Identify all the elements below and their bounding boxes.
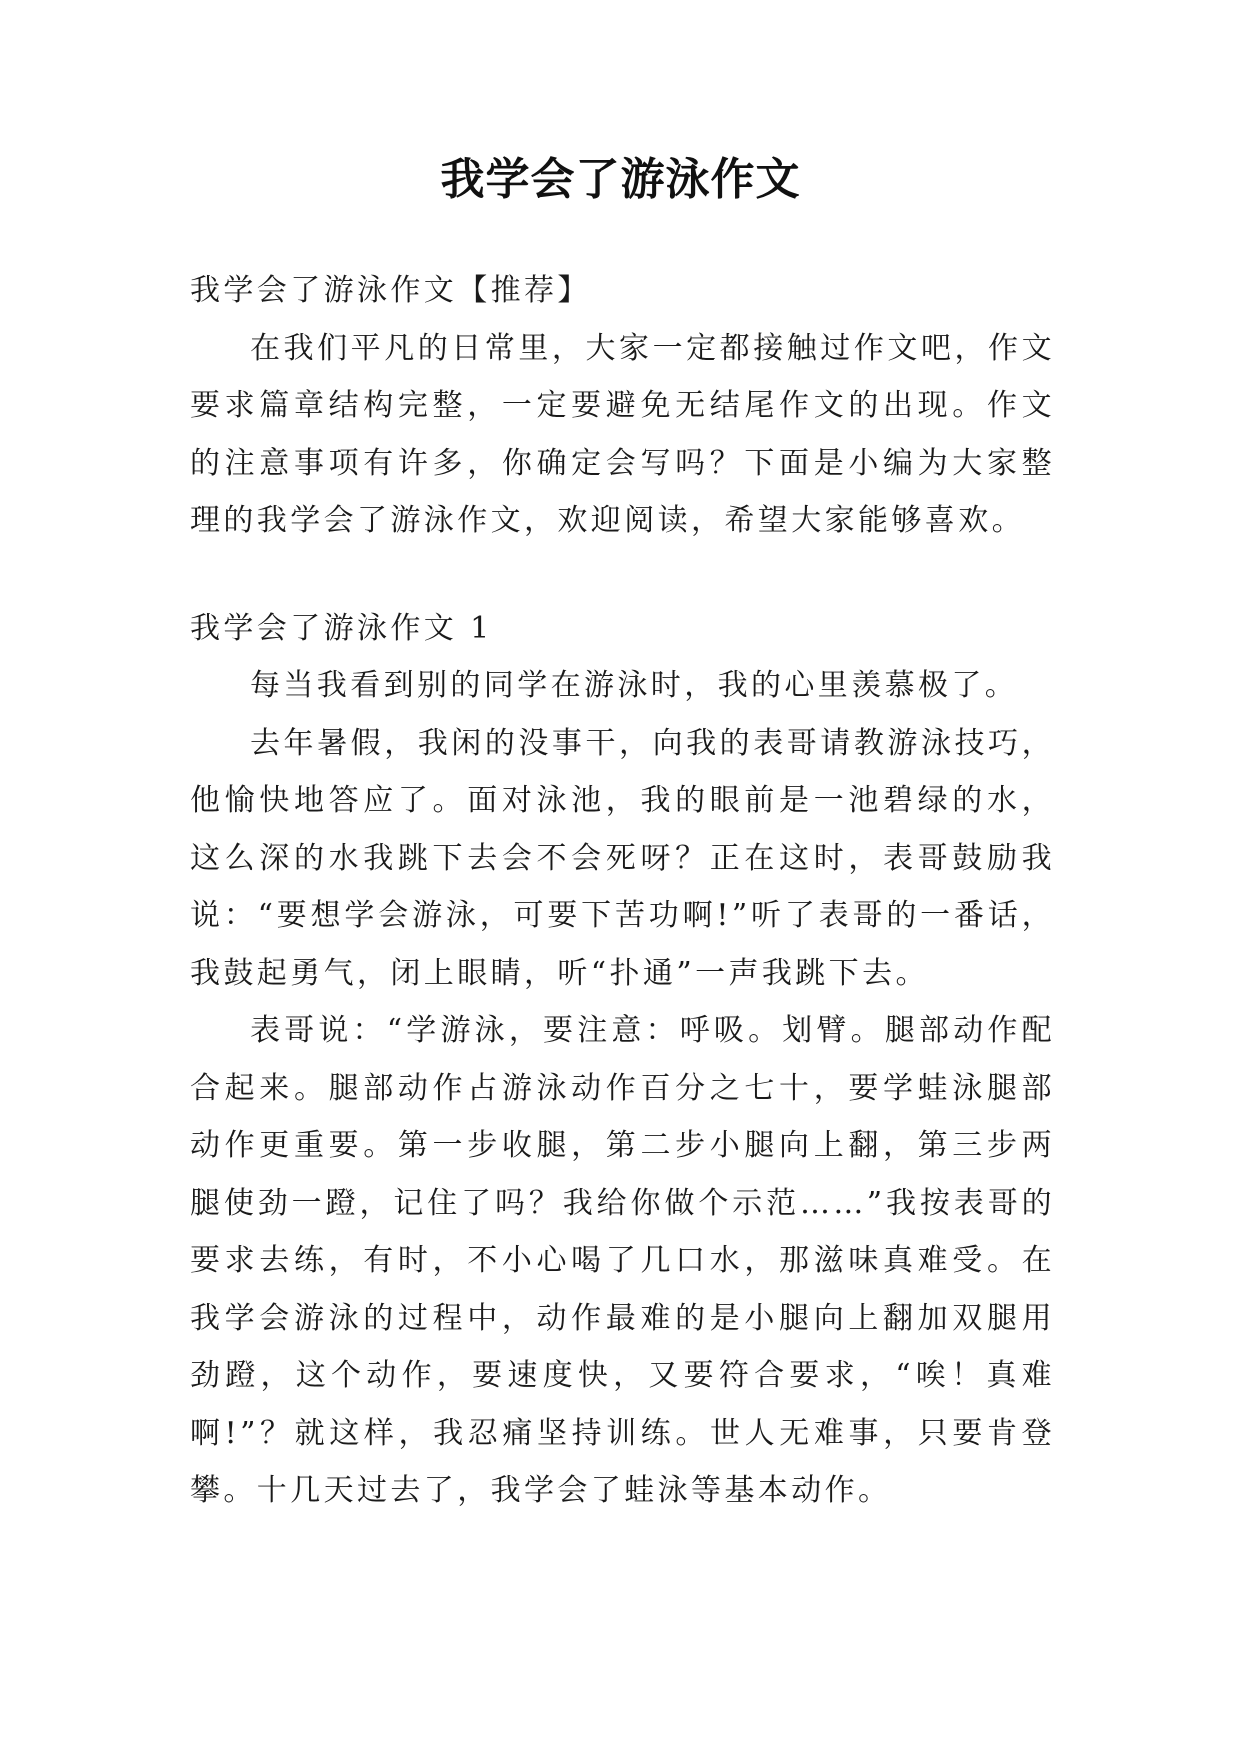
body-paragraph: 去年暑假，我闲的没事干，向我的表哥请教游泳技巧，他愉快地答应了。面对泳池，我的眼前是一池碧绿的水，这么深的水我跳下去会不会死呀？正在这时，表哥鼓励我说：“要想学会游泳，可要下苦功啊!”听了表哥的一番话，我鼓起勇气，闭上眼睛，听“扑通”一声我跳下去。 xyxy=(190,725,1055,991)
intro-paragraph: 在我们平凡的日常里，大家一定都接触过作文吧，作文要求篇章结构完整，一定要避免无结尾作文的出现。作文的注意事项有许多，你确定会写吗？下面是小编为大家整理的我学会了游泳作文，欢迎阅读，希望大家能够喜欢。 xyxy=(190,330,1055,538)
body-paragraph: 表哥说：“学游泳，要注意：呼吸。划臂。腿部动作配合起来。腿部动作占游泳动作百分之七十，要学蛙泳腿部动作更重要。第一步收腿，第二步小腿向上翻，第三步两腿使劲一蹬，记住了吗？我给你做个示范……”我按表哥的要求去练，有时，不小心喝了几口水，那滋味真难受。在我学会游泳的过程中，动作最难的是小腿向上翻加双腿用劲蹬，这个动作，要速度快，又要符合要求，“唉！真难啊!”？就这样，我忍痛坚持训练。世人无难事，只要肯登攀。十几天过去了，我学会了蛙泳等基本动作。 xyxy=(190,1013,1055,1508)
section-heading: 我学会了游泳作文 1 xyxy=(190,610,493,646)
document-body xyxy=(190,262,1055,1520)
section-spacer xyxy=(190,550,1055,600)
body-paragraph: 每当我看到别的同学在游泳时，我的心里羡慕极了。 xyxy=(250,668,1019,703)
document-title: 我学会了游泳作文 xyxy=(440,154,801,205)
intro-heading: 我学会了游泳作文【推荐】 xyxy=(190,273,591,308)
